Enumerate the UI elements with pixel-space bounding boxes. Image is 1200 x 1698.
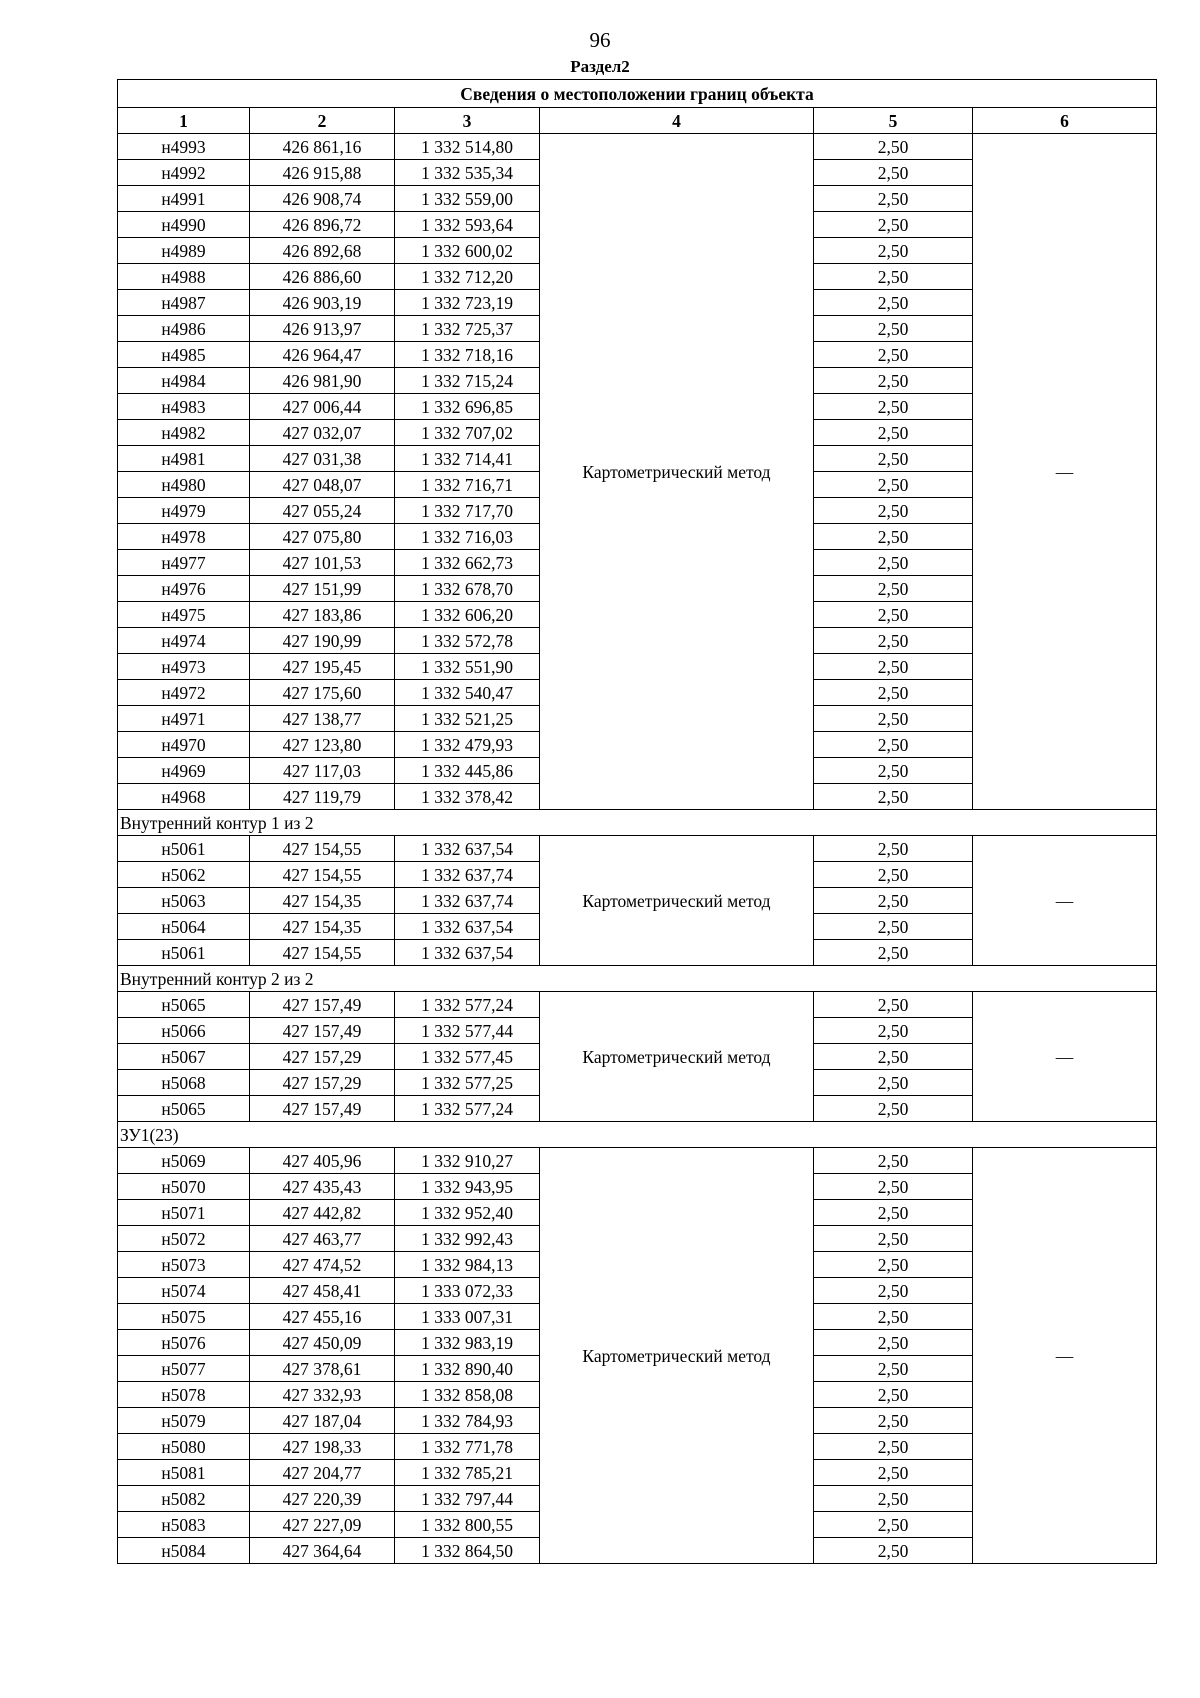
method-cell: Картометрический метод	[540, 836, 814, 966]
y-coordinate-cell: 1 332 707,02	[395, 420, 540, 446]
accuracy-cell: 2,50	[814, 186, 973, 212]
point-name-cell: н4972	[118, 680, 250, 706]
point-name-cell: н4977	[118, 550, 250, 576]
point-name-cell: н5083	[118, 1512, 250, 1538]
y-coordinate-cell: 1 332 952,40	[395, 1200, 540, 1226]
x-coordinate-cell: 427 378,61	[250, 1356, 395, 1382]
accuracy-cell: 2,50	[814, 368, 973, 394]
y-coordinate-cell: 1 332 551,90	[395, 654, 540, 680]
column-header-4: 4	[540, 108, 814, 134]
accuracy-cell: 2,50	[814, 732, 973, 758]
point-name-cell: н5074	[118, 1278, 250, 1304]
point-name-cell: н4989	[118, 238, 250, 264]
accuracy-cell: 2,50	[814, 1460, 973, 1486]
y-coordinate-cell: 1 332 559,00	[395, 186, 540, 212]
y-coordinate-cell: 1 332 723,19	[395, 290, 540, 316]
point-name-cell: н5065	[118, 992, 250, 1018]
y-coordinate-cell: 1 332 577,24	[395, 992, 540, 1018]
y-coordinate-cell: 1 332 910,27	[395, 1148, 540, 1174]
y-coordinate-cell: 1 332 784,93	[395, 1408, 540, 1434]
table-body	[118, 80, 1157, 1564]
accuracy-cell: 2,50	[814, 1356, 973, 1382]
x-coordinate-cell: 426 908,74	[250, 186, 395, 212]
accuracy-cell: 2,50	[814, 524, 973, 550]
point-name-cell: н4981	[118, 446, 250, 472]
accuracy-cell: 2,50	[814, 1486, 973, 1512]
point-name-cell: н5064	[118, 914, 250, 940]
point-name-cell: н4978	[118, 524, 250, 550]
y-coordinate-cell: 1 332 725,37	[395, 316, 540, 342]
x-coordinate-cell: 426 981,90	[250, 368, 395, 394]
y-coordinate-cell: 1 332 718,16	[395, 342, 540, 368]
point-name-cell: н5062	[118, 862, 250, 888]
point-name-cell: н5072	[118, 1226, 250, 1252]
accuracy-cell: 2,50	[814, 1096, 973, 1122]
accuracy-cell: 2,50	[814, 1226, 973, 1252]
x-coordinate-cell: 426 861,16	[250, 134, 395, 160]
x-coordinate-cell: 427 227,09	[250, 1512, 395, 1538]
point-name-cell: н4968	[118, 784, 250, 810]
point-name-cell: н4992	[118, 160, 250, 186]
x-coordinate-cell: 426 892,68	[250, 238, 395, 264]
x-coordinate-cell: 427 055,24	[250, 498, 395, 524]
accuracy-cell: 2,50	[814, 212, 973, 238]
accuracy-cell: 2,50	[814, 1538, 973, 1564]
accuracy-cell: 2,50	[814, 576, 973, 602]
accuracy-cell: 2,50	[814, 134, 973, 160]
accuracy-cell: 2,50	[814, 706, 973, 732]
x-coordinate-cell: 427 474,52	[250, 1252, 395, 1278]
y-coordinate-cell: 1 332 378,42	[395, 784, 540, 810]
section-label-row	[118, 1122, 1157, 1148]
x-coordinate-cell: 427 075,80	[250, 524, 395, 550]
point-name-cell: н4969	[118, 758, 250, 784]
point-name-cell: н5081	[118, 1460, 250, 1486]
x-coordinate-cell: 427 204,77	[250, 1460, 395, 1486]
point-name-cell: н5063	[118, 888, 250, 914]
x-coordinate-cell: 427 175,60	[250, 680, 395, 706]
section-label: Внутренний контур 2 из 2	[118, 966, 1157, 992]
y-coordinate-cell: 1 332 521,25	[395, 706, 540, 732]
y-coordinate-cell: 1 332 662,73	[395, 550, 540, 576]
x-coordinate-cell: 427 450,09	[250, 1330, 395, 1356]
accuracy-cell: 2,50	[814, 1044, 973, 1070]
y-coordinate-cell: 1 332 943,95	[395, 1174, 540, 1200]
accuracy-cell: 2,50	[814, 290, 973, 316]
y-coordinate-cell: 1 332 678,70	[395, 576, 540, 602]
point-name-cell: н4990	[118, 212, 250, 238]
point-name-cell: н5079	[118, 1408, 250, 1434]
boundary-coordinates-table	[117, 79, 1157, 1564]
column-header-6: 6	[973, 108, 1157, 134]
y-coordinate-cell: 1 332 716,03	[395, 524, 540, 550]
y-coordinate-cell: 1 332 637,54	[395, 914, 540, 940]
y-coordinate-cell: 1 332 858,08	[395, 1382, 540, 1408]
point-name-cell: н4986	[118, 316, 250, 342]
y-coordinate-cell: 1 332 890,40	[395, 1356, 540, 1382]
y-coordinate-cell: 1 332 785,21	[395, 1460, 540, 1486]
point-name-cell: н4976	[118, 576, 250, 602]
point-name-cell: н4985	[118, 342, 250, 368]
accuracy-cell: 2,50	[814, 1148, 973, 1174]
accuracy-cell: 2,50	[814, 628, 973, 654]
method-cell: Картометрический метод	[540, 134, 814, 810]
x-coordinate-cell: 427 119,79	[250, 784, 395, 810]
x-coordinate-cell: 427 435,43	[250, 1174, 395, 1200]
accuracy-cell: 2,50	[814, 472, 973, 498]
accuracy-cell: 2,50	[814, 238, 973, 264]
y-coordinate-cell: 1 332 637,74	[395, 862, 540, 888]
accuracy-cell: 2,50	[814, 1174, 973, 1200]
column-header-3: 3	[395, 108, 540, 134]
accuracy-cell: 2,50	[814, 1018, 973, 1044]
x-coordinate-cell: 426 915,88	[250, 160, 395, 186]
x-coordinate-cell: 427 220,39	[250, 1486, 395, 1512]
x-coordinate-cell: 426 896,72	[250, 212, 395, 238]
accuracy-cell: 2,50	[814, 940, 973, 966]
x-coordinate-cell: 427 154,55	[250, 940, 395, 966]
accuracy-cell: 2,50	[814, 836, 973, 862]
column-header-2: 2	[250, 108, 395, 134]
x-coordinate-cell: 427 154,55	[250, 862, 395, 888]
column-header-row	[118, 108, 1157, 134]
column-6-cell: —	[973, 134, 1157, 810]
x-coordinate-cell: 427 138,77	[250, 706, 395, 732]
accuracy-cell: 2,50	[814, 758, 973, 784]
section-label: Внутренний контур 1 из 2	[118, 810, 1157, 836]
point-name-cell: н5073	[118, 1252, 250, 1278]
x-coordinate-cell: 427 117,03	[250, 758, 395, 784]
y-coordinate-cell: 1 333 072,33	[395, 1278, 540, 1304]
accuracy-cell: 2,50	[814, 862, 973, 888]
accuracy-cell: 2,50	[814, 784, 973, 810]
accuracy-cell: 2,50	[814, 1382, 973, 1408]
x-coordinate-cell: 427 048,07	[250, 472, 395, 498]
accuracy-cell: 2,50	[814, 264, 973, 290]
x-coordinate-cell: 427 154,55	[250, 836, 395, 862]
point-name-cell: н5077	[118, 1356, 250, 1382]
accuracy-cell: 2,50	[814, 1252, 973, 1278]
x-coordinate-cell: 427 154,35	[250, 914, 395, 940]
point-name-cell: н4970	[118, 732, 250, 758]
y-coordinate-cell: 1 332 797,44	[395, 1486, 540, 1512]
x-coordinate-cell: 427 101,53	[250, 550, 395, 576]
accuracy-cell: 2,50	[814, 316, 973, 342]
point-name-cell: н5061	[118, 836, 250, 862]
y-coordinate-cell: 1 332 514,80	[395, 134, 540, 160]
x-coordinate-cell: 427 123,80	[250, 732, 395, 758]
x-coordinate-cell: 427 032,07	[250, 420, 395, 446]
y-coordinate-cell: 1 332 717,70	[395, 498, 540, 524]
point-name-cell: н4984	[118, 368, 250, 394]
x-coordinate-cell: 427 458,41	[250, 1278, 395, 1304]
x-coordinate-cell: 427 187,04	[250, 1408, 395, 1434]
point-name-cell: н5082	[118, 1486, 250, 1512]
y-coordinate-cell: 1 332 606,20	[395, 602, 540, 628]
point-name-cell: н5065	[118, 1096, 250, 1122]
y-coordinate-cell: 1 332 984,13	[395, 1252, 540, 1278]
method-cell: Картометрический метод	[540, 1148, 814, 1564]
x-coordinate-cell: 427 031,38	[250, 446, 395, 472]
point-name-cell: н5076	[118, 1330, 250, 1356]
point-name-cell: н4979	[118, 498, 250, 524]
accuracy-cell: 2,50	[814, 680, 973, 706]
point-name-cell: н5078	[118, 1382, 250, 1408]
table-row	[118, 1148, 1157, 1174]
accuracy-cell: 2,50	[814, 446, 973, 472]
x-coordinate-cell: 427 442,82	[250, 1200, 395, 1226]
y-coordinate-cell: 1 333 007,31	[395, 1304, 540, 1330]
y-coordinate-cell: 1 332 577,24	[395, 1096, 540, 1122]
section-label-row	[118, 966, 1157, 992]
x-coordinate-cell: 427 332,93	[250, 1382, 395, 1408]
column-header-1: 1	[118, 108, 250, 134]
y-coordinate-cell: 1 332 600,02	[395, 238, 540, 264]
x-coordinate-cell: 427 195,45	[250, 654, 395, 680]
x-coordinate-cell: 427 151,99	[250, 576, 395, 602]
section-label-row	[118, 810, 1157, 836]
accuracy-cell: 2,50	[814, 1278, 973, 1304]
x-coordinate-cell: 426 903,19	[250, 290, 395, 316]
accuracy-cell: 2,50	[814, 1304, 973, 1330]
point-name-cell: н5084	[118, 1538, 250, 1564]
x-coordinate-cell: 427 154,35	[250, 888, 395, 914]
y-coordinate-cell: 1 332 535,34	[395, 160, 540, 186]
y-coordinate-cell: 1 332 716,71	[395, 472, 540, 498]
y-coordinate-cell: 1 332 771,78	[395, 1434, 540, 1460]
point-name-cell: н4971	[118, 706, 250, 732]
y-coordinate-cell: 1 332 696,85	[395, 394, 540, 420]
y-coordinate-cell: 1 332 577,25	[395, 1070, 540, 1096]
accuracy-cell: 2,50	[814, 888, 973, 914]
y-coordinate-cell: 1 332 992,43	[395, 1226, 540, 1252]
y-coordinate-cell: 1 332 572,78	[395, 628, 540, 654]
table-row	[118, 836, 1157, 862]
accuracy-cell: 2,50	[814, 1200, 973, 1226]
y-coordinate-cell: 1 332 637,54	[395, 940, 540, 966]
y-coordinate-cell: 1 332 712,20	[395, 264, 540, 290]
point-name-cell: н4974	[118, 628, 250, 654]
accuracy-cell: 2,50	[814, 1070, 973, 1096]
y-coordinate-cell: 1 332 800,55	[395, 1512, 540, 1538]
point-name-cell: н4973	[118, 654, 250, 680]
point-name-cell: н4980	[118, 472, 250, 498]
accuracy-cell: 2,50	[814, 420, 973, 446]
section-title: Раздел2	[570, 57, 630, 76]
x-coordinate-cell: 427 157,49	[250, 1096, 395, 1122]
accuracy-cell: 2,50	[814, 550, 973, 576]
accuracy-cell: 2,50	[814, 1408, 973, 1434]
accuracy-cell: 2,50	[814, 1434, 973, 1460]
x-coordinate-cell: 427 190,99	[250, 628, 395, 654]
point-name-cell: н5075	[118, 1304, 250, 1330]
x-coordinate-cell: 427 157,49	[250, 992, 395, 1018]
accuracy-cell: 2,50	[814, 394, 973, 420]
y-coordinate-cell: 1 332 714,41	[395, 446, 540, 472]
y-coordinate-cell: 1 332 637,54	[395, 836, 540, 862]
point-name-cell: н5080	[118, 1434, 250, 1460]
column-6-cell: —	[973, 836, 1157, 966]
x-coordinate-cell: 427 405,96	[250, 1148, 395, 1174]
accuracy-cell: 2,50	[814, 1512, 973, 1538]
y-coordinate-cell: 1 332 637,74	[395, 888, 540, 914]
accuracy-cell: 2,50	[814, 914, 973, 940]
point-name-cell: н5071	[118, 1200, 250, 1226]
column-header-5: 5	[814, 108, 973, 134]
accuracy-cell: 2,50	[814, 498, 973, 524]
y-coordinate-cell: 1 332 577,44	[395, 1018, 540, 1044]
column-6-cell: —	[973, 992, 1157, 1122]
method-cell: Картометрический метод	[540, 992, 814, 1122]
x-coordinate-cell: 427 455,16	[250, 1304, 395, 1330]
accuracy-cell: 2,50	[814, 602, 973, 628]
point-name-cell: н4988	[118, 264, 250, 290]
point-name-cell: н4982	[118, 420, 250, 446]
y-coordinate-cell: 1 332 715,24	[395, 368, 540, 394]
x-coordinate-cell: 427 183,86	[250, 602, 395, 628]
y-coordinate-cell: 1 332 445,86	[395, 758, 540, 784]
x-coordinate-cell: 426 964,47	[250, 342, 395, 368]
point-name-cell: н5067	[118, 1044, 250, 1070]
table-row	[118, 992, 1157, 1018]
y-coordinate-cell: 1 332 540,47	[395, 680, 540, 706]
x-coordinate-cell: 427 157,29	[250, 1070, 395, 1096]
x-coordinate-cell: 427 364,64	[250, 1538, 395, 1564]
x-coordinate-cell: 427 006,44	[250, 394, 395, 420]
point-name-cell: н5061	[118, 940, 250, 966]
point-name-cell: н5070	[118, 1174, 250, 1200]
accuracy-cell: 2,50	[814, 1330, 973, 1356]
y-coordinate-cell: 1 332 577,45	[395, 1044, 540, 1070]
point-name-cell: н4987	[118, 290, 250, 316]
point-name-cell: н4983	[118, 394, 250, 420]
x-coordinate-cell: 426 886,60	[250, 264, 395, 290]
y-coordinate-cell: 1 332 479,93	[395, 732, 540, 758]
point-name-cell: н5068	[118, 1070, 250, 1096]
y-coordinate-cell: 1 332 593,64	[395, 212, 540, 238]
y-coordinate-cell: 1 332 864,50	[395, 1538, 540, 1564]
x-coordinate-cell: 426 913,97	[250, 316, 395, 342]
accuracy-cell: 2,50	[814, 654, 973, 680]
table-title-row	[118, 80, 1157, 108]
x-coordinate-cell: 427 198,33	[250, 1434, 395, 1460]
point-name-cell: н5069	[118, 1148, 250, 1174]
point-name-cell: н5066	[118, 1018, 250, 1044]
point-name-cell: н4993	[118, 134, 250, 160]
x-coordinate-cell: 427 157,49	[250, 1018, 395, 1044]
point-name-cell: н4991	[118, 186, 250, 212]
x-coordinate-cell: 427 157,29	[250, 1044, 395, 1070]
x-coordinate-cell: 427 463,77	[250, 1226, 395, 1252]
accuracy-cell: 2,50	[814, 342, 973, 368]
table-row	[118, 134, 1157, 160]
column-6-cell: —	[973, 1148, 1157, 1564]
page-number: 96	[589, 28, 611, 52]
accuracy-cell: 2,50	[814, 160, 973, 186]
section-label: ЗУ1(23)	[118, 1122, 1157, 1148]
y-coordinate-cell: 1 332 983,19	[395, 1330, 540, 1356]
accuracy-cell: 2,50	[814, 992, 973, 1018]
point-name-cell: н4975	[118, 602, 250, 628]
table-title: Сведения о местоположении границ объекта	[118, 80, 1157, 108]
